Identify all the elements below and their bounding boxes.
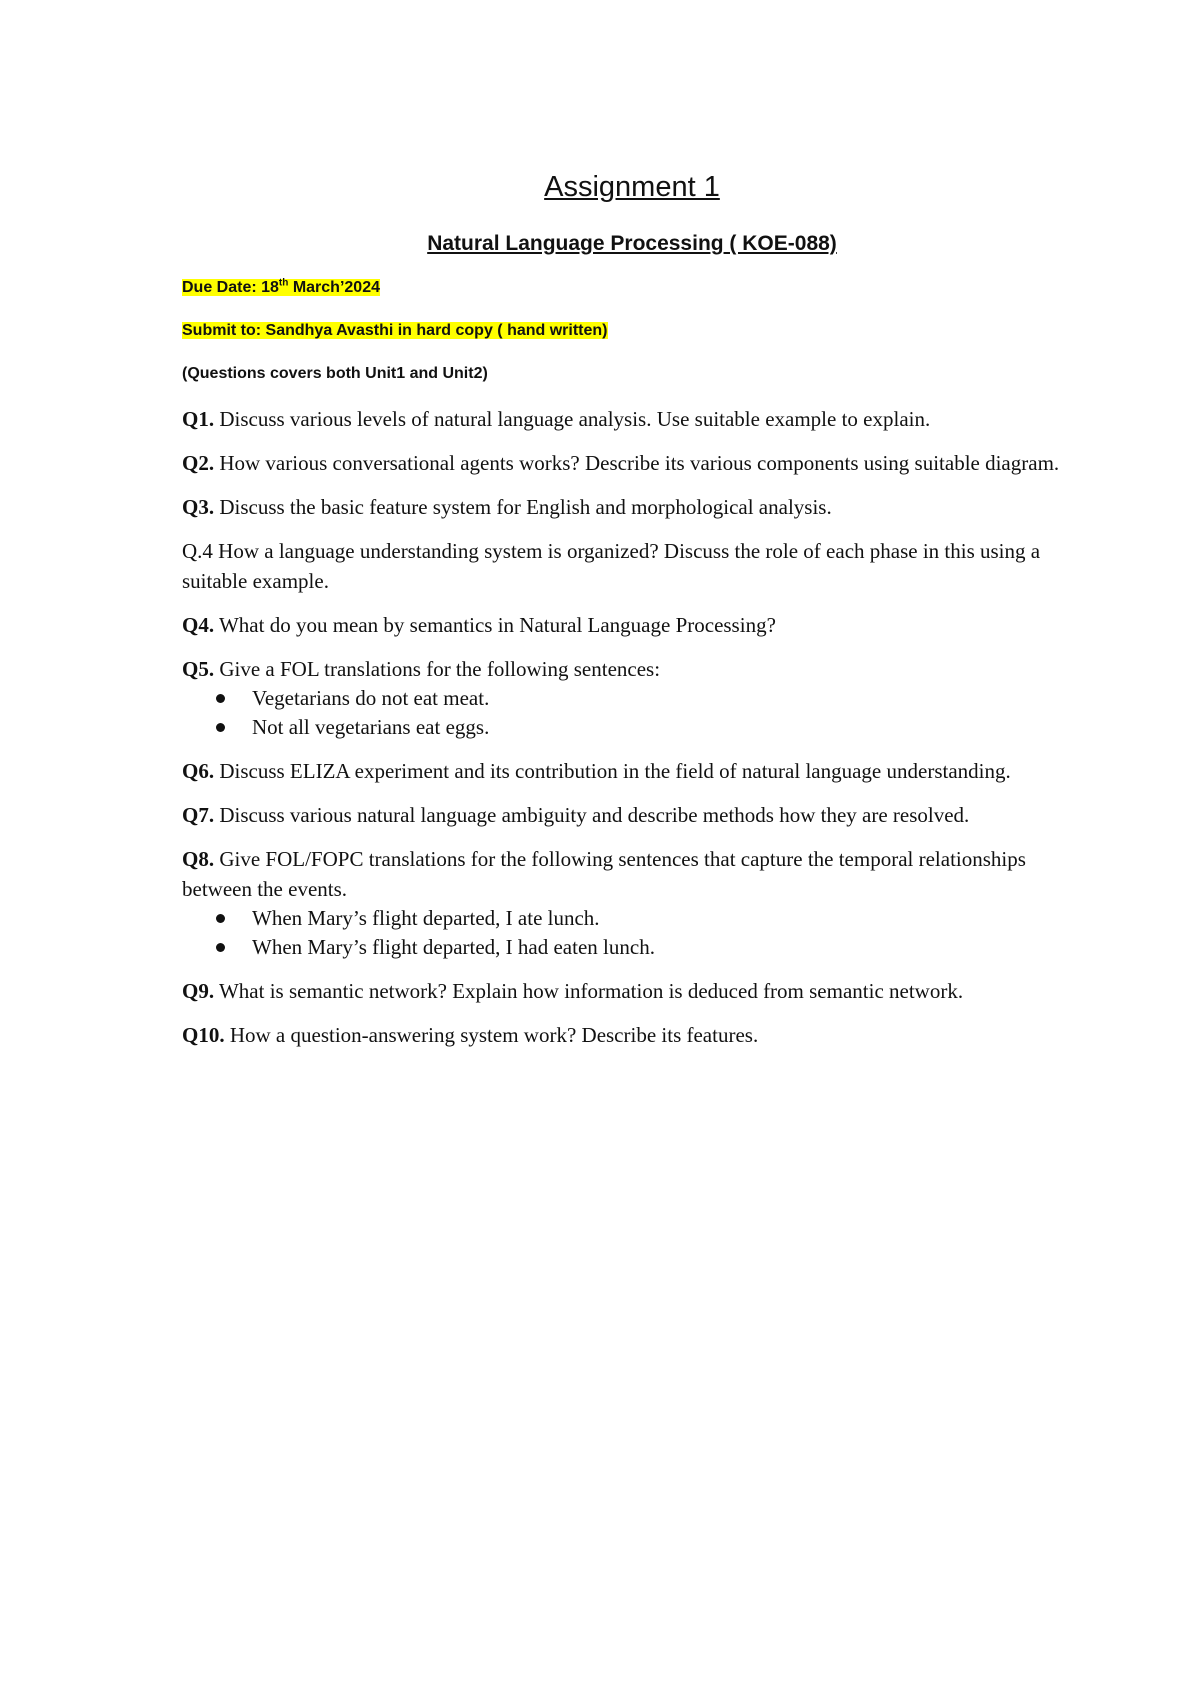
due-date-superscript: th	[278, 277, 289, 289]
question-text: How various conversational agents works? Describe its various components using suitable diagram.	[214, 451, 1060, 476]
list-item	[216, 713, 1082, 742]
list-item	[216, 684, 1082, 713]
bullet-icon	[216, 694, 225, 703]
list-item	[216, 904, 1082, 933]
question-5	[182, 654, 1082, 742]
question-label: Q10.	[182, 1023, 225, 1048]
question-text: How a question-answering system work? Describe its features.	[224, 1023, 759, 1048]
due-date-prefix: Due Date: 18	[182, 278, 279, 296]
question-4	[182, 610, 1082, 640]
list-item	[216, 933, 1082, 962]
question-text: Discuss the basic feature system for English and morphological analysis.	[214, 495, 832, 520]
submit-to	[182, 321, 1082, 342]
question-label: Q.4	[182, 539, 213, 564]
question-label: Q9.	[182, 979, 215, 1004]
question-8	[182, 844, 1082, 962]
assignment-page	[182, 170, 1082, 1064]
bullet-text: When Mary’s flight departed, I had eaten lunch.	[252, 935, 655, 960]
bullet-icon	[216, 914, 225, 923]
course-subtitle: Natural Language Processing ( KOE-088)	[427, 231, 837, 255]
question-10	[182, 1020, 1082, 1050]
question-list	[182, 404, 1082, 1050]
question-label: Q3.	[182, 495, 215, 520]
due-date-suffix: March’2024	[288, 278, 380, 296]
page-title: Assignment 1	[544, 171, 720, 203]
due-date-highlight	[182, 279, 380, 296]
bullet-text: Vegetarians do not eat meat.	[252, 686, 490, 711]
question-text: How a language understanding system is organized? Discuss the role of each phase in this using a suitable example.	[182, 539, 1041, 594]
bullet-list	[182, 684, 1082, 742]
question-label: Q2.	[182, 451, 215, 476]
question-4-alt	[182, 536, 1082, 596]
question-text: Give FOL/FOPC translations for the following sentences that capture the temporal relationships between the events.	[182, 847, 1026, 902]
question-label: Q1.	[182, 407, 215, 432]
question-text: What is semantic network? Explain how information is deduced from semantic network.	[214, 979, 964, 1004]
question-9	[182, 976, 1082, 1006]
due-date	[182, 278, 1082, 299]
question-label: Q8.	[182, 847, 215, 872]
bullet-text: Not all vegetarians eat eggs.	[252, 715, 490, 740]
question-text: Discuss various levels of natural language analysis. Use suitable example to explain.	[214, 407, 931, 432]
submit-to-text: Submit to: Sandhya Avasthi in hard copy ( hand written)	[182, 321, 608, 339]
question-7	[182, 800, 1082, 830]
bullet-text: When Mary’s flight departed, I ate lunch.	[252, 906, 600, 931]
question-label: Q7.	[182, 803, 215, 828]
question-text: Discuss ELIZA experiment and its contribution in the field of natural language understanding.	[214, 759, 1011, 784]
question-text: What do you mean by semantics in Natural Language Processing?	[214, 613, 776, 638]
bullet-icon	[216, 943, 225, 952]
question-label: Q4.	[182, 613, 215, 638]
bullet-list	[182, 904, 1082, 962]
question-label: Q5.	[182, 657, 215, 682]
bullet-icon	[216, 723, 225, 732]
question-6	[182, 756, 1082, 786]
question-label: Q6.	[182, 759, 215, 784]
question-1	[182, 404, 1082, 434]
question-text: Discuss various natural language ambiguity and describe methods how they are resolved.	[214, 803, 970, 828]
units-note: (Questions covers both Unit1 and Unit2)	[182, 364, 488, 382]
question-3	[182, 492, 1082, 522]
question-text: Give a FOL translations for the following sentences:	[214, 657, 661, 682]
question-2	[182, 448, 1082, 478]
